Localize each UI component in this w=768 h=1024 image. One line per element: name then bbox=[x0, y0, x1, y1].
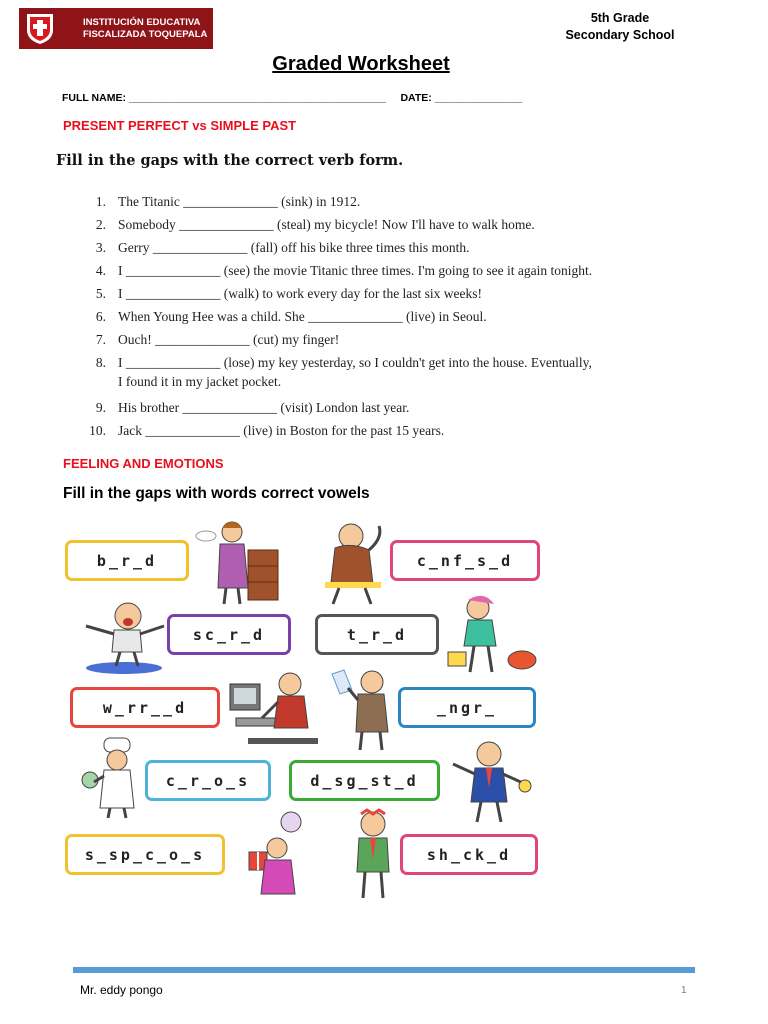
word-box-suspicious[interactable]: s_sp_c_o_s bbox=[65, 834, 225, 875]
name-blank[interactable]: ____________________________________________ bbox=[128, 92, 386, 104]
exercise-item bbox=[76, 398, 691, 421]
exercise-text[interactable]: I ______________ (see) the movie Titanic three times. I'm going to see it again tonight. bbox=[118, 263, 593, 278]
word-box-scared[interactable]: sc_r_d bbox=[167, 614, 291, 655]
cartoon-man-drinking-icon bbox=[322, 666, 402, 752]
exercise-text-line1: I ______________ (lose) my key yesterday, so I couldn't get into the house. Eventually, bbox=[118, 355, 592, 370]
exercise-text-line2: I found it in my jacket pocket. bbox=[118, 374, 282, 389]
school-name bbox=[83, 17, 207, 41]
cartoon-scared-man-icon bbox=[80, 596, 168, 676]
exercise-number: 9. bbox=[95, 400, 106, 415]
cartoon-worried-man-at-computer-icon bbox=[228, 666, 323, 748]
exercise-number: 5. bbox=[95, 286, 106, 301]
exercise-number: 3. bbox=[95, 240, 106, 255]
exercise-list bbox=[76, 192, 691, 444]
cartoon-woman-at-cabinet-icon bbox=[192, 518, 292, 608]
grade-label bbox=[560, 10, 680, 44]
exercise-item bbox=[76, 261, 691, 284]
exercise-text[interactable]: Ouch! ______________ (cut) my finger! bbox=[118, 332, 340, 347]
vowel-puzzle bbox=[60, 518, 550, 908]
word-box-worried[interactable]: w_rr__d bbox=[70, 687, 220, 728]
name-label: FULL NAME: bbox=[62, 92, 126, 104]
cartoon-shocked-man-icon bbox=[343, 808, 403, 902]
cartoon-tired-woman-cleaning-icon bbox=[444, 592, 544, 678]
cartoon-chef-icon bbox=[78, 736, 150, 820]
date-blank[interactable]: _______________ bbox=[434, 92, 523, 104]
date-label: DATE: bbox=[400, 92, 432, 104]
page-title: Graded Worksheet bbox=[272, 53, 450, 75]
footer-author: Mr. eddy pongo bbox=[80, 983, 163, 997]
school-logo-banner bbox=[19, 8, 213, 49]
grade-line1: 5th Grade bbox=[590, 11, 650, 25]
exercise-text[interactable]: His brother ______________ (visit) London last year. bbox=[118, 400, 410, 415]
exercise-text[interactable] bbox=[118, 353, 592, 391]
exercise-item bbox=[76, 238, 691, 261]
word-box-confused[interactable]: c_nf_s_d bbox=[390, 540, 540, 581]
exercise-number: 2. bbox=[95, 217, 106, 232]
section1-heading: PRESENT PERFECT vs SIMPLE PAST bbox=[63, 118, 297, 133]
word-box-shocked[interactable]: sh_ck_d bbox=[400, 834, 538, 875]
exercise-text[interactable]: The Titanic ______________ (sink) in 1912. bbox=[118, 194, 361, 209]
section1-instruction: Fill in the gaps with the correct verb form. bbox=[56, 152, 404, 169]
exercise-number: 1. bbox=[95, 194, 106, 209]
grade-line2: Secondary School bbox=[565, 28, 675, 42]
word-box-bored[interactable]: b_r_d bbox=[65, 540, 189, 581]
school-name-line1: INSTITUCIÓN EDUCATIVA bbox=[83, 16, 201, 28]
exercise-text[interactable]: Jack ______________ (live) in Boston for the past 15 years. bbox=[118, 423, 445, 438]
word-box-angry[interactable]: _ngr_ bbox=[398, 687, 536, 728]
exercise-text[interactable]: Gerry ______________ (fall) off his bike three times this month. bbox=[118, 240, 470, 255]
exercise-item bbox=[76, 215, 691, 238]
word-box-tired[interactable]: t_r_d bbox=[315, 614, 439, 655]
exercise-item bbox=[76, 284, 691, 307]
exercise-item bbox=[76, 353, 691, 398]
cartoon-angry-man-icon bbox=[445, 736, 535, 826]
exercise-number: 10. bbox=[89, 423, 106, 438]
footer-divider bbox=[73, 967, 695, 973]
section2-heading: FEELING AND EMOTIONS bbox=[63, 456, 224, 471]
name-date-line bbox=[62, 92, 522, 104]
school-crest-icon bbox=[23, 12, 57, 45]
exercise-number: 6. bbox=[95, 309, 106, 324]
exercise-item bbox=[76, 421, 691, 444]
exercise-text[interactable]: Somebody ______________ (steal) my bicycle! Now I'll have to walk home. bbox=[118, 217, 535, 232]
exercise-item bbox=[76, 330, 691, 353]
cartoon-woman-with-gift-icon bbox=[245, 808, 315, 902]
exercise-number: 7. bbox=[95, 332, 106, 347]
school-name-line2: FISCALIZADA TOQUEPALA bbox=[83, 28, 208, 40]
word-box-disgusted[interactable]: d_sg_st_d bbox=[289, 760, 440, 801]
exercise-item bbox=[76, 307, 691, 330]
exercise-text[interactable]: I ______________ (walk) to work every day for the last six weeks! bbox=[118, 286, 483, 301]
page-number: 1 bbox=[681, 985, 687, 996]
exercise-number: 8. bbox=[95, 355, 106, 370]
exercise-item bbox=[76, 192, 691, 215]
exercise-text[interactable]: When Young Hee was a child. She ______________ (live) in Seoul. bbox=[118, 309, 487, 324]
cartoon-caveman-icon bbox=[313, 518, 393, 606]
section2-instruction: Fill in the gaps with words correct vowels bbox=[63, 485, 370, 502]
exercise-number: 4. bbox=[95, 263, 106, 278]
word-box-curious[interactable]: c_r_o_s bbox=[145, 760, 271, 801]
